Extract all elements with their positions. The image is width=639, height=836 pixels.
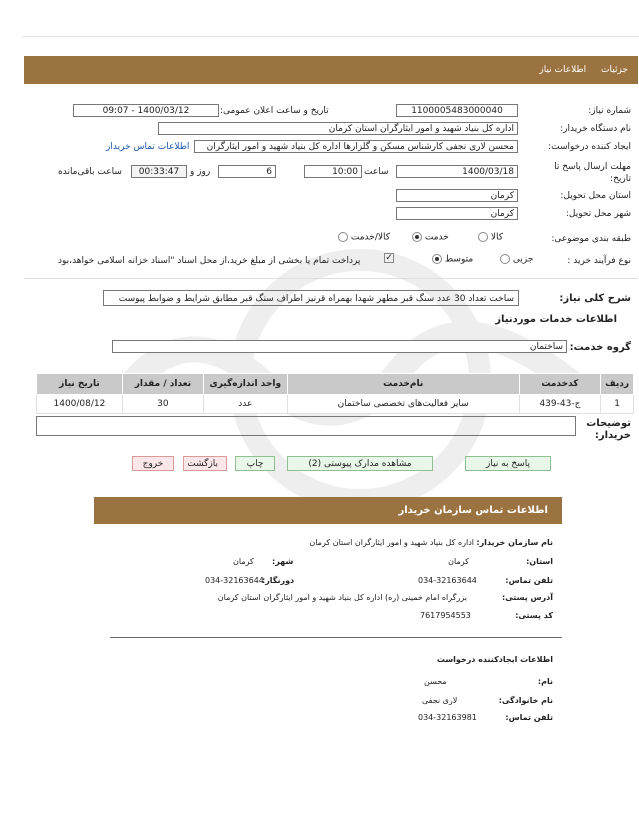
contact-city-label: شهر: [272, 557, 294, 566]
province-field: کرمان [396, 189, 518, 202]
remaining-timer: 00:33:47 [131, 165, 187, 178]
services-table [36, 373, 634, 414]
contact-address-value: بزرگراه امام خمینی (ره) اداره کل بنیاد شهید و امور ایثارگران استان کرمان [217, 593, 467, 602]
exit-button[interactable]: خروج [132, 456, 174, 471]
creator-phone-value: 034-32163981 [418, 713, 477, 722]
province-label: استان محل تحویل: [560, 191, 631, 201]
attachments-button[interactable]: مشاهده مدارک پیوستی (2) [287, 456, 433, 471]
deadline-days-field: 6 [218, 165, 276, 178]
deadline-date-field: 1400/03/18 [396, 165, 518, 178]
deadline-time-field: 10:00 [304, 165, 362, 178]
col-date: تاریخ نیاز [37, 374, 123, 395]
back-button[interactable]: بازگشت [183, 456, 227, 471]
category-option-service[interactable]: خدمت [412, 232, 449, 243]
contact-fax-value: 034-32163644 [205, 576, 264, 585]
col-code: کدخدمت [519, 374, 601, 395]
buyer-contact-link[interactable]: اطلاعات تماس خریدار [106, 142, 190, 152]
contact-divider [110, 637, 562, 638]
radio-goods-service-icon[interactable] [338, 232, 348, 242]
reply-button[interactable]: پاسخ به نیاز [465, 456, 551, 471]
service-group-field: ساختمان [112, 340, 567, 353]
contact-section-header: اطلاعات تماس سازمان خریدار [94, 497, 562, 524]
section-divider [24, 278, 638, 279]
radio-service-icon[interactable] [412, 232, 422, 242]
summary-label: شرح کلی نیاز: [559, 293, 631, 304]
contact-org-label: نام سازمان خریدار: [476, 538, 553, 547]
creator-name-value: محسن [424, 677, 447, 686]
buyer-field: اداره کل بنیاد شهید و امور ایثارگران استان کرمان [158, 122, 518, 135]
treasury-checkbox[interactable]: ✓ [385, 253, 393, 263]
category-label: طبقه بندی موضوعی: [551, 234, 631, 244]
radio-goods-icon[interactable] [478, 232, 488, 242]
summary-field: ساخت تعداد 30 عدد سنگ قبر مطهر شهدا بهمراه قرنیز اطراف سنگ قبر مطابق شرایط و ضوابط پیوست [103, 290, 519, 306]
deadline-time-label: ساعت [364, 167, 389, 177]
radio-medium-icon[interactable] [432, 254, 442, 264]
col-qty: تعداد / مقدار [122, 374, 203, 395]
process-label: نوع فرآیند خرید : [567, 256, 631, 266]
col-name: نام‌خدمت [287, 374, 519, 395]
creator-info-title: اطلاعات ایجادکننده درخواست [436, 655, 553, 664]
contact-fax-label: دورنگار: [262, 576, 295, 585]
city-field: کرمان [396, 207, 518, 220]
creator-family-value: لاری نجفی [422, 696, 458, 705]
contact-province-value: کرمان [448, 557, 469, 566]
contact-postal-label: کد پستی: [515, 611, 553, 620]
tab-details[interactable]: جزئیات [601, 65, 628, 75]
creator-name-label: نام: [537, 677, 553, 686]
col-row: ردیف [601, 374, 634, 395]
need-number-field: 1100005483000040 [396, 104, 518, 117]
table-row: 1 ج-43-439 سایر فعالیت‌های تخصصی ساختمان عدد 30 1400/08/12 [37, 395, 634, 414]
process-option-minor[interactable]: جزیی [500, 254, 533, 265]
announce-field: 1400/03/12 - 09:07 [73, 104, 219, 117]
buyer-notes-field [36, 416, 576, 436]
buyer-notes-label: توضیحات خریدار: [586, 418, 631, 441]
contact-phone-label: تلفن تماس: [505, 576, 553, 585]
buyer-label: نام دستگاه خریدار: [560, 124, 631, 134]
contact-province-label: استان: [526, 557, 553, 566]
process-option-medium[interactable]: متوسط [432, 254, 473, 265]
need-number-label: شماره نیاز: [588, 106, 631, 116]
category-option-goods[interactable]: کالا [478, 232, 503, 243]
announce-label: تاریخ و ساعت اعلان عمومی: [220, 106, 329, 116]
treasury-note: پرداخت تمام یا بخشی از مبلغ خرید،از محل اسناد "اسناد خزانه اسلامی خواهد،بود [58, 256, 361, 266]
deadline-label: مهلت ارسال پاسخ تا تاریخ: [554, 162, 631, 184]
col-unit: واحد اندازه‌گیری [203, 374, 287, 395]
contact-org-value: اداره کل بنیاد شهید و امور ایثارگران استان کرمان [309, 538, 474, 547]
print-button[interactable]: چاپ [235, 456, 275, 471]
category-option-goods-service[interactable]: کالا/خدمت [338, 232, 390, 243]
service-group-label: گروه خدمت: [569, 342, 631, 353]
contact-address-label: آدرس پستی: [502, 593, 553, 602]
deadline-days-label: روز و [190, 167, 211, 177]
top-divider [22, 36, 639, 37]
services-title: اطلاعات خدمات موردنیاز [495, 314, 617, 325]
contact-postal-value: 7617954553 [420, 611, 471, 620]
creator-field: محسن لاری نجفی کارشناس مسکن و گلزارها اداره کل بنیاد شهید و امور ایثارگران [194, 140, 518, 153]
city-label: شهر محل تحویل: [565, 209, 631, 219]
contact-phone-value: 034-32163644 [418, 576, 477, 585]
contact-city-value: کرمان [233, 557, 254, 566]
remaining-label: ساعت باقی‌مانده [58, 167, 122, 177]
tab-need-info[interactable]: اطلاعات نیاز [539, 65, 587, 75]
creator-label: ایجاد کننده درخواست: [548, 142, 631, 152]
radio-minor-icon[interactable] [500, 254, 510, 264]
creator-phone-label: تلفن تماس: [505, 713, 553, 722]
creator-family-label: نام خانوادگی: [498, 696, 553, 705]
top-header-bar [24, 56, 638, 84]
